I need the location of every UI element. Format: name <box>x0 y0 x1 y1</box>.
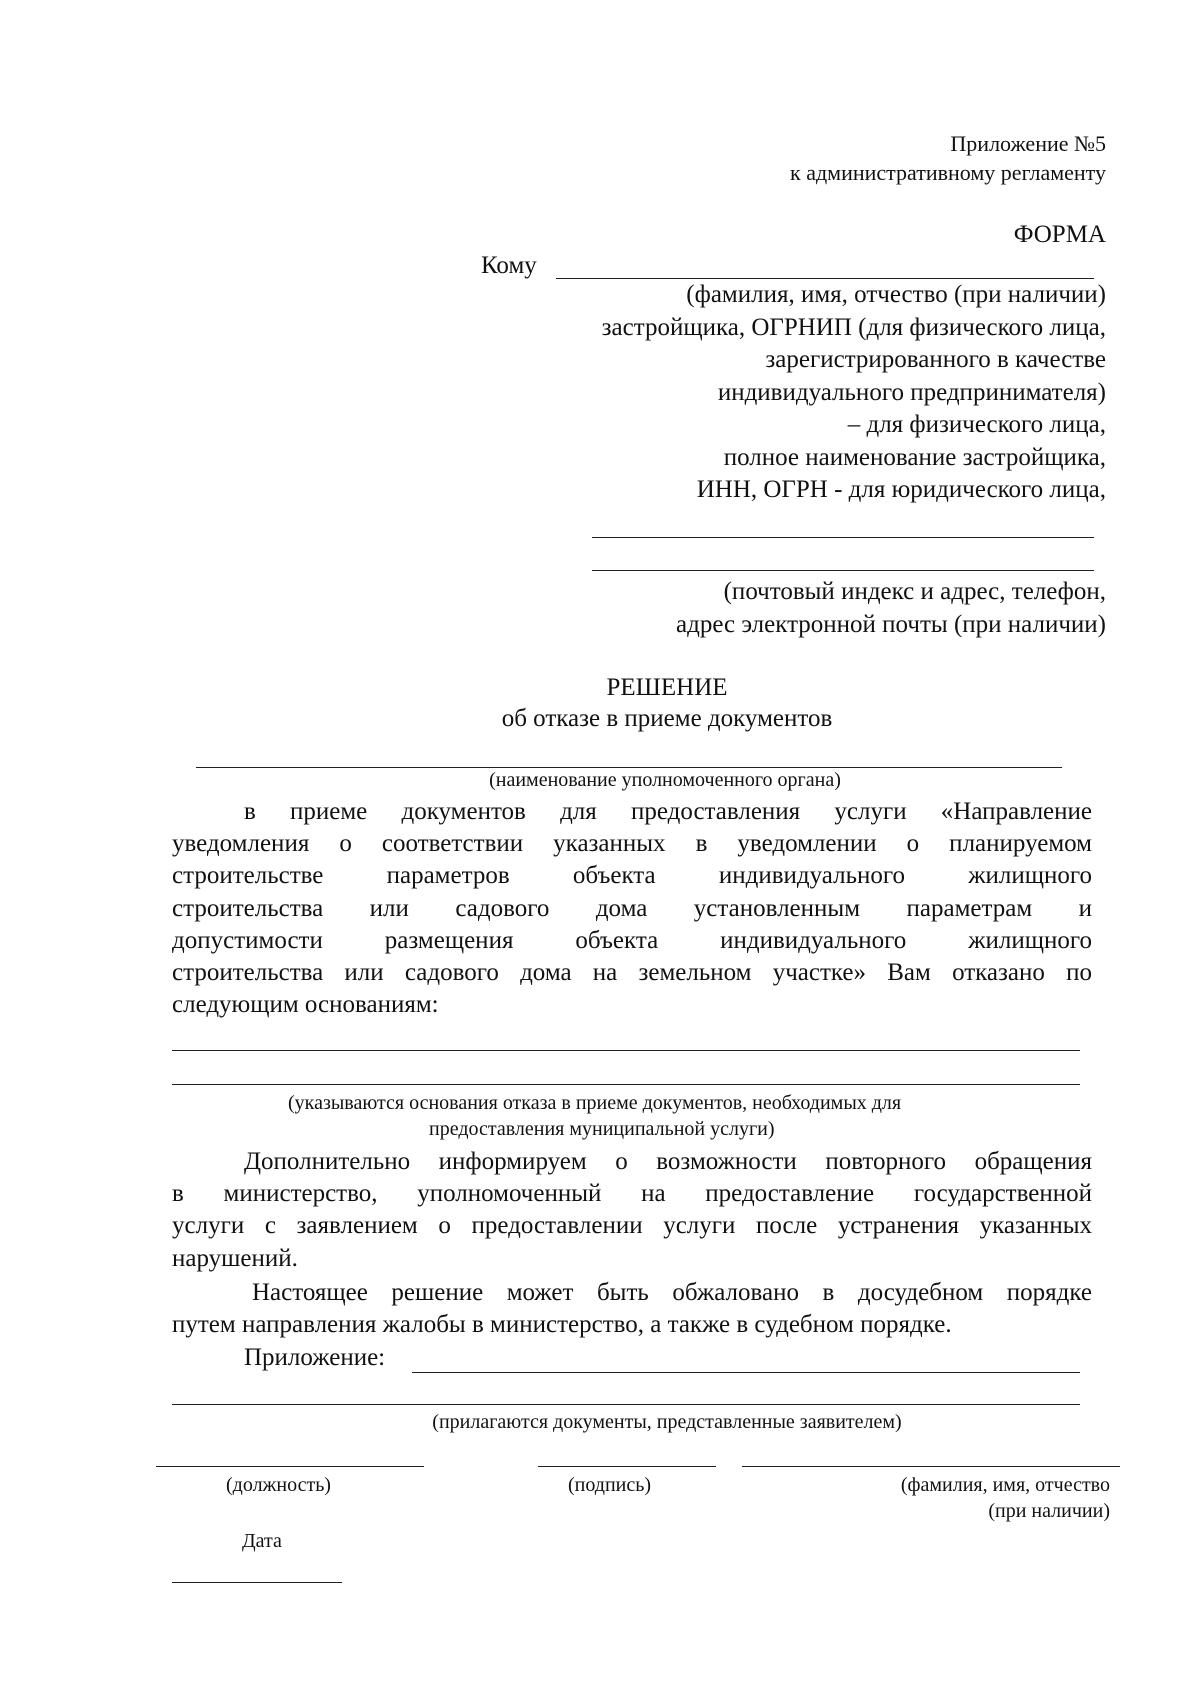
appendix-number: Приложение №5 <box>950 131 1106 156</box>
appeal-paragraph: Настоящее решение может быть обжаловано в досудебном порядке путем направления жалобы в министерство, а также в судебном порядке. <box>172 1279 1092 1339</box>
attachment-line-2 <box>172 1404 1080 1405</box>
recipient-address-line-1 <box>592 537 1094 538</box>
signature-line <box>538 1466 716 1467</box>
position-line <box>156 1466 424 1467</box>
form-label: ФОРМА <box>1013 221 1106 248</box>
date-line <box>172 1582 342 1583</box>
reasons-hint-line-1: (указываются основания отказа в приеме документов, необходимых для <box>288 1092 902 1114</box>
attachment-line-1 <box>412 1372 1080 1373</box>
recipient-description: (фамилия, имя, отчество (при наличии) застройщика, ОГРНИП (для физического лица, зарегистрированного в качестве индивидуального предпринимателя) – для физического лица, полное наименование застройщика, ИНН, ОГРН - для юридического лица, <box>601 281 1106 503</box>
full-name-label: (фамилия, имя, отчество (при наличии) <box>900 1474 1110 1522</box>
authority-hint: (наименование уполномоченного органа) <box>489 769 841 791</box>
additional-info-paragraph: Дополнительно информируем о возможности повторного обращения в министерство, уполномоченный на предоставление государственной услуги с заявлением о предоставлении услуги после устранения указанных нарушений. <box>172 1148 1092 1272</box>
recipient-contacts: (почтовый индекс и адрес, телефон, адрес электронной почты (при наличии) <box>676 578 1106 638</box>
reasons-hint-line-2: предоставления муниципальной услуги) <box>429 1118 775 1140</box>
date-label: Дата <box>242 1530 282 1552</box>
regulation-reference: к административному регламенту <box>790 160 1106 185</box>
to-label: Кому <box>481 252 537 279</box>
refusal-paragraph: в приеме документов для предоставления услуги «Направление уведомления о соответствии указанных в уведомлении о планируемом строительстве параметров объекта индивидуального жилищного строительства или садового дома установленным параметрам и допустимости размещения объекта индивидуального жилищного строительства или садового дома на земельном участке» Вам отказано по следующим основаниям: <box>172 798 1092 1019</box>
recipient-address-line-2 <box>592 570 1094 571</box>
attachment-hint: (прилагаются документы, представленные заявителем) <box>432 1411 902 1433</box>
reasons-line-1 <box>172 1050 1080 1051</box>
position-label: (должность) <box>226 1474 331 1496</box>
attachment-label: Приложение: <box>244 1344 386 1371</box>
document-title: РЕШЕНИЕ <box>606 674 728 701</box>
reasons-line-2 <box>172 1084 1080 1085</box>
signature-label: (подпись) <box>568 1474 652 1496</box>
document-subtitle: об отказе в приеме документов <box>501 705 833 732</box>
full-name-line <box>742 1466 1120 1467</box>
